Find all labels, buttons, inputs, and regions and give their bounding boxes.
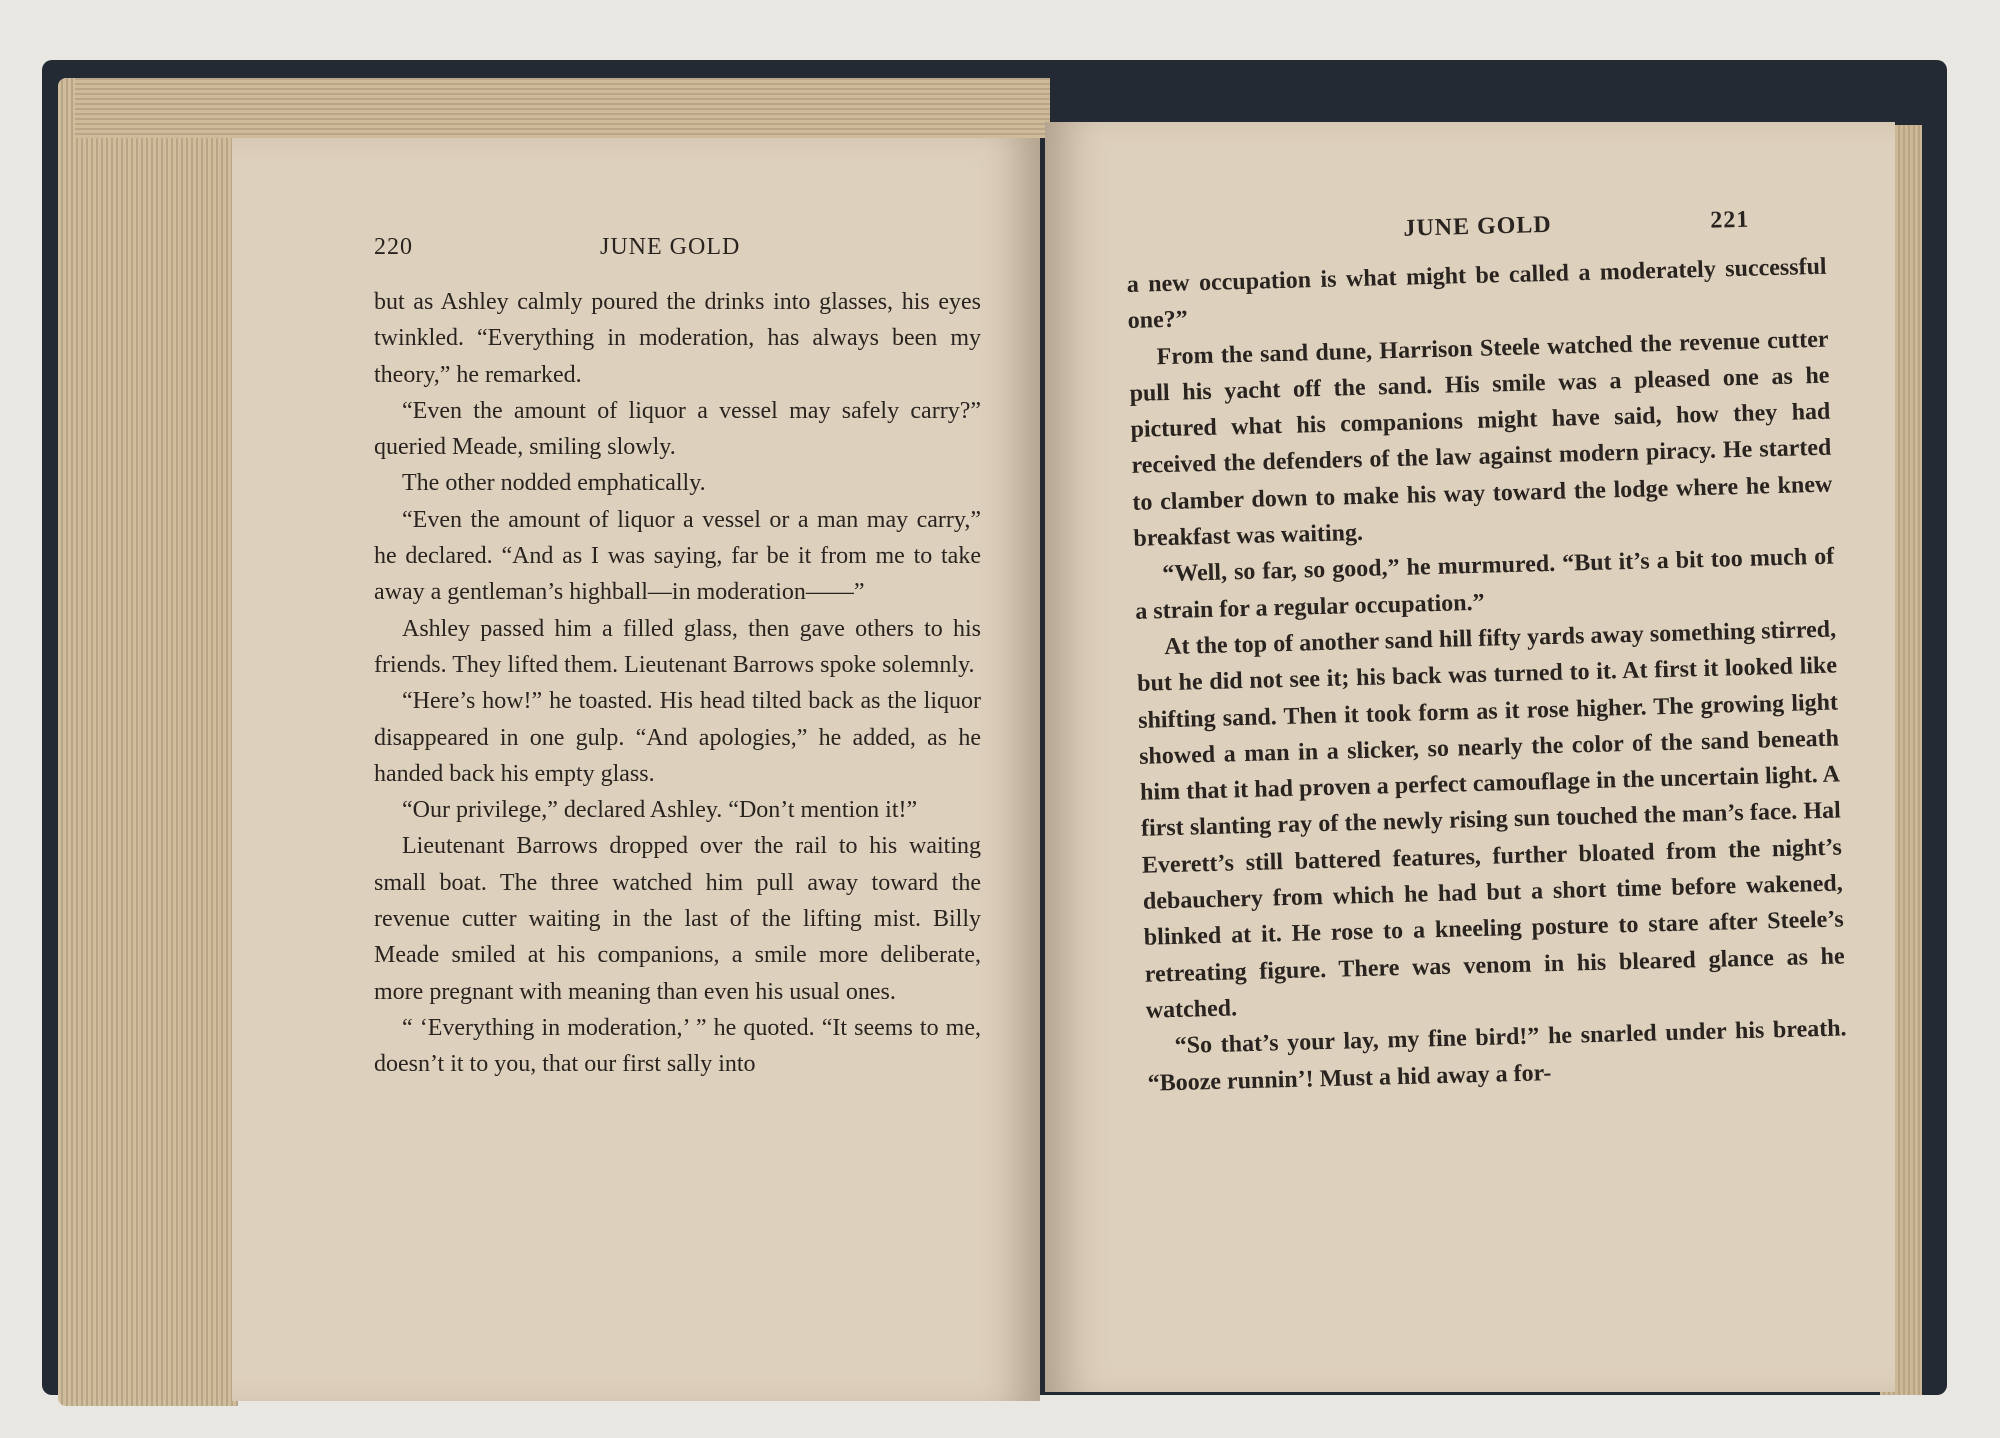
paragraph: Lieutenant Barrows dropped over the rail to his waiting small boat. The three watched him pull away toward the revenue cutter waiting in the last of the lifting mist. Billy Meade smiled at his companions, a smile more deliberate, more pregnant with meaning than even his usual ones. [374,833,981,1005]
right-running-head: JUNE GOLD [1403,211,1553,242]
right-page [1045,122,1895,1392]
right-page-text [1126,249,1848,1102]
paragraph: At the top of another sand hill fifty yards away something stirred, but he did not see it; his back was turned to it. At first it looked like shifting sand. Then it took form as it rose higher. The growing light showed a man in a slicker, so nearly the color of the sand beneath him that it had proven a perfect camouflage in the uncertain light. A first slanting ray of the newly rising sun touched the man’s face. Hal Everett’s still battered features, further bloated from the night’s debauchery from which he had but a short time before wakened, blinked at it. He rose to a kneeling posture to stare after Steele’s retreating figure. There was venom in his bleared glance as he watched. [1136,616,1845,1024]
paragraph: “Even the amount of liquor a vessel may safely carry?” queried Meade, smiling slowly. [374,397,981,461]
paragraph: “So that’s your lay, my fine bird!” he snarled under his breath. “Booze runnin’! Must a hid away a for- [1147,1015,1847,1097]
left-page-number: 220 [374,234,413,260]
paragraph: “Here’s how!” he toasted. His head tilted back as the liquor disappeared in one gulp. “And apologies,” he added, as he handed back his empty glass. [374,688,981,787]
paragraph: “ ‘Everything in moderation,’ ” he quoted. “It seems to me, doesn’t it to you, that our first sally into [374,1014,981,1078]
right-page-number: 221 [1709,206,1750,234]
paragraph: “Even the amount of liquor a vessel or a man may carry,” he declared. “And as I was saying, far be it from me to take away a gentleman’s highball—in moderation——” [374,506,981,606]
page-stack-left [58,78,238,1406]
left-page [232,138,1040,1401]
right-page-content [1125,199,1848,1102]
paragraph: “Our privilege,” declared Ashley. “Don’t mention it!” [402,797,918,824]
left-page-text [374,284,981,1083]
paragraph: “Well, so far, so good,” he murmured. “But it’s a bit too much of a strain for a regular occupation.” [1134,543,1835,625]
left-running-head: JUNE GOLD [600,234,741,260]
page-stack-top [75,78,1050,138]
paragraph: From the sand dune, Harrison Steele watched the revenue cutter pull his yacht off the sand. His smile was a pleased one as he pictured what his companions might have said, how they had received the defenders of the law against modern piracy. He started to clamber down to make his way toward the lodge where he knew breakfast was waiting. [1129,326,1833,552]
paragraph: The other nodded emphatically. [402,470,706,497]
paragraph: Ashley passed him a filled glass, then gave others to his friends. They lifted them. Lieutenant Barrows spoke solemnly. [374,615,981,678]
paragraph: but as Ashley calmly poured the drinks into glasses, his eyes twinkled. “Everything in moderation, has always been my theory,” he remarked. [374,289,981,388]
paragraph: a new occupation is what might be called a moderately successful one?” [1126,253,1827,335]
